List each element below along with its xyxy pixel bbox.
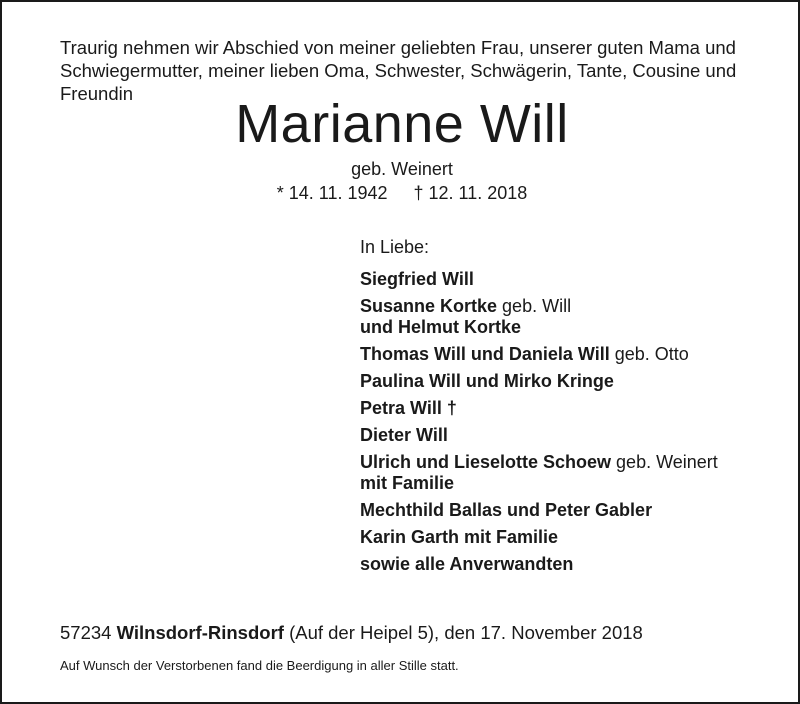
town: Wilnsdorf-Rinsdorf — [116, 622, 284, 643]
birth-date: * 14. 11. 1942 — [276, 183, 388, 203]
mourner-name: Susanne Kortke — [360, 296, 498, 316]
mourner-name: Paulina Will und Mirko Kringe — [360, 371, 614, 391]
mourner-entry — [360, 269, 780, 290]
mourner-entry — [360, 452, 780, 494]
place-and-date — [60, 621, 780, 644]
funeral-note: Auf Wunsch der Verstorbenen fand die Beerdigung in aller Stille statt. — [60, 658, 459, 673]
address-and-date: (Auf der Heipel 5), den 17. November 2018 — [289, 622, 643, 643]
mourner-entries — [360, 269, 780, 575]
intro-line: Traurig nehmen wir Abschied von meiner geliebten Frau, unserer guten Mama und — [60, 37, 736, 58]
mourner-entry — [360, 296, 780, 338]
mourner-line — [360, 500, 780, 521]
mourner-line — [360, 527, 780, 548]
mourner-suffix: geb. Will — [497, 296, 572, 316]
mourner-line — [360, 554, 780, 575]
mourners-list — [360, 236, 780, 581]
mourner-name: Ulrich und Lieselotte Schoew — [360, 452, 612, 472]
mourner-name: sowie alle Anverwandten — [360, 554, 574, 574]
intro-line: Schwiegermutter, meiner lieben Oma, Schwester, Schwägerin, Tante, Cousine und — [60, 60, 737, 81]
mourner-line — [360, 398, 780, 419]
mourner-line — [360, 371, 780, 392]
intro-line: Freundin — [60, 83, 134, 104]
mourner-entry — [360, 554, 780, 575]
mourner-line — [360, 269, 780, 290]
mourner-entry — [360, 425, 780, 446]
mourner-name: und Helmut Kortke — [360, 317, 522, 337]
mourner-name: Dieter Will — [360, 425, 448, 445]
mourner-line — [360, 344, 780, 365]
mourner-name: Thomas Will und Daniela Will — [360, 344, 610, 364]
postcode: 57234 — [60, 622, 112, 643]
mourner-entry — [360, 398, 780, 419]
mourner-name: Karin Garth mit Familie — [360, 527, 559, 547]
mourner-entry — [360, 344, 780, 365]
mourner-name: Mechthild Ballas und Peter Gabler — [360, 500, 653, 520]
death-date: † 12. 11. 2018 — [413, 183, 528, 203]
mourner-line — [360, 473, 780, 494]
mourner-entry — [360, 500, 780, 521]
life-dates — [2, 182, 800, 204]
mourner-line — [360, 425, 780, 446]
mourners-intro: In Liebe: — [360, 237, 430, 257]
mourner-line — [360, 296, 780, 317]
maiden-name: geb. Weinert — [351, 159, 453, 179]
mourner-name: mit Familie — [360, 473, 455, 493]
mourner-line — [360, 452, 780, 473]
mourner-suffix: geb. Weinert — [611, 452, 718, 472]
mourner-line — [360, 317, 780, 338]
mourner-suffix: geb. Otto — [609, 344, 689, 364]
mourner-entry — [360, 527, 780, 548]
deceased-name: Marianne Will — [235, 94, 569, 154]
mourner-name: Petra Will † — [360, 398, 457, 418]
mourner-entry — [360, 371, 780, 392]
mourner-name: Siegfried Will — [360, 269, 474, 289]
